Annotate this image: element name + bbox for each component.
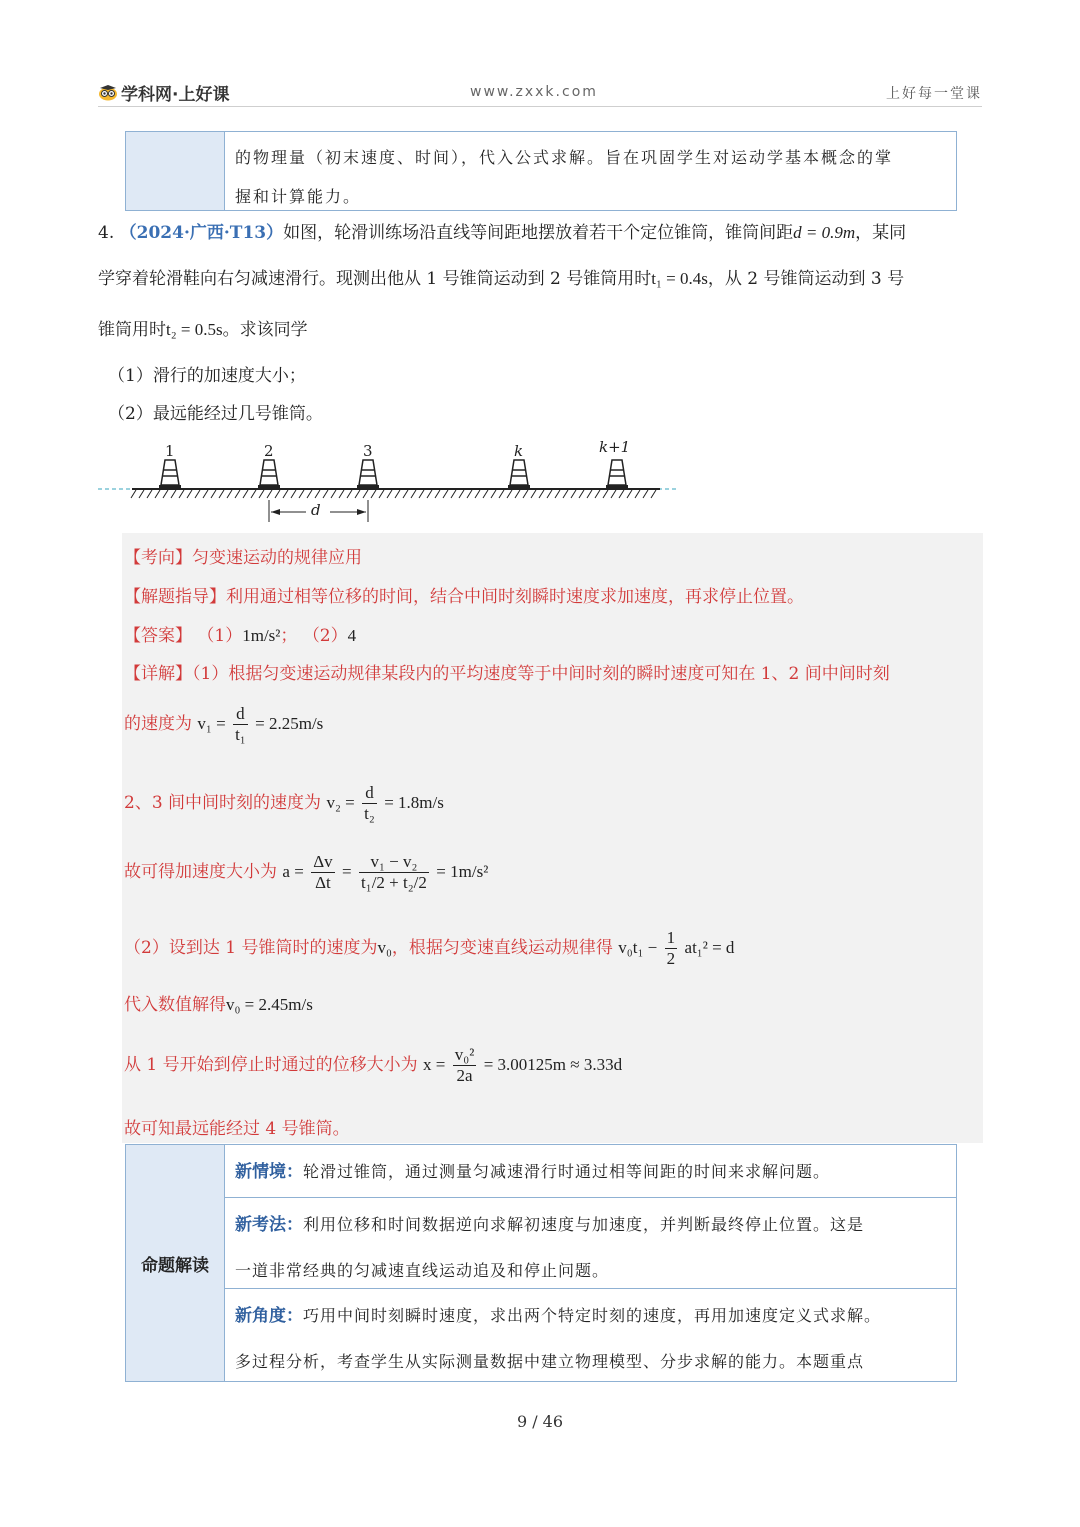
answer-separator: ； — [280, 626, 298, 646]
part2-half — [665, 928, 678, 969]
x-rhs: = 3.00125m ≈ 3.33d — [483, 1055, 623, 1074]
ground-hatching — [131, 490, 656, 498]
v1-text: 的速度为 — [124, 714, 192, 734]
part2-line — [124, 928, 734, 969]
a-f2-numerator: v₁ − v₂ — [359, 852, 429, 873]
interpretation-rows — [225, 1145, 956, 1381]
logo — [98, 80, 229, 105]
answer-line — [124, 621, 356, 646]
logo-owl-icon — [98, 85, 118, 101]
logo-text: 学科网·上好课 — [121, 85, 230, 105]
detail-text: （1）根据匀变速运动规律某段内的平均速度等于中间时刻的瞬时速度可知在 1、2 间中间时刻 — [192, 664, 890, 684]
sub-question-1: （1）滑行的加速度大小； — [108, 366, 306, 386]
row-text: 利用位移和时间数据逆向求解初速度与加速度，并判断最终停止位置。这是 — [303, 1215, 865, 1234]
x-text: 从 1 号开始到停止时通过的位移大小为 — [124, 1055, 418, 1075]
a-lhs: a = — [282, 862, 304, 881]
question-text: ，从 2 号锥筒运动到 3 号 — [707, 269, 905, 289]
cone-1 — [159, 460, 181, 489]
v2-numerator: d — [362, 783, 377, 804]
a-line — [124, 852, 488, 893]
row-label: 新考法： — [235, 1215, 303, 1235]
interpretation-box — [125, 1144, 957, 1382]
math-t2: t₂ = 0.5s — [166, 320, 223, 339]
x-numerator: v₀² — [454, 1045, 475, 1064]
a-f1-denominator: Δt — [315, 873, 331, 892]
cone-figure — [98, 438, 678, 528]
box-line: 的物理量（初末速度、时间），代入公式求解。旨在巩固学生对运动学基本概念的掌 — [235, 148, 894, 167]
kaoxiang-line — [124, 543, 362, 568]
v2-line — [124, 783, 444, 824]
part2-math: v₀t₁ − — [618, 938, 658, 957]
cone-label-k: k — [514, 442, 524, 460]
a-fraction-2 — [359, 852, 429, 893]
half-denominator: 2 — [666, 949, 676, 968]
row-new-method — [225, 1198, 956, 1289]
distance-label-d: d — [311, 501, 321, 519]
v1-denominator: t₁ — [235, 725, 246, 744]
row-text: 轮滑过锥筒，通过测量匀减速滑行时通过相等间距的时间来求解问题。 — [303, 1162, 831, 1181]
guide-tag: 【解题指导】 — [124, 587, 226, 607]
a-f1-numerator: Δv — [313, 852, 333, 871]
cone-label-1: 1 — [165, 442, 175, 460]
kaoxiang-tag: 【考向】 — [124, 548, 192, 568]
slogan: 上好每一堂课 — [886, 86, 982, 102]
v0-text: 代入数值解得 — [124, 995, 226, 1015]
math-d: d = 0.9m — [793, 223, 856, 242]
site-url[interactable]: www.zxxk.com — [470, 84, 598, 100]
question-text: 如图，轮滑训练场沿直线等间距地摆放着若干个定位锥筒，锥筒间距 — [283, 223, 794, 243]
v0-line — [124, 990, 313, 1015]
question-text: ，某同 — [855, 223, 907, 243]
v1-line — [124, 704, 323, 745]
detail-tag: 【详解】 — [124, 664, 192, 684]
x-line — [124, 1045, 622, 1086]
question-number: 4. — [98, 223, 115, 243]
part2-text: （2）设到达 1 号锥筒时的速度为 — [124, 938, 378, 958]
page-number: 9 / 46 — [516, 1412, 564, 1431]
v1-numerator: d — [233, 704, 248, 725]
row-text: 巧用中间时刻瞬时速度，求出两个特定时刻的速度，再用加速度定义式求解。 — [303, 1306, 882, 1325]
row-label: 新角度： — [235, 1306, 303, 1326]
question-source: （2024·广西·T13） — [119, 223, 284, 243]
question-line-2 — [98, 264, 988, 289]
v1-fraction — [233, 704, 248, 745]
part2-math2: at₁² = d — [684, 938, 735, 957]
interpretation-title: 命题解读 — [126, 1145, 225, 1381]
answer-part-2-value: 4 — [347, 626, 357, 645]
row-label: 新情境： — [235, 1162, 303, 1182]
v2-fraction — [362, 783, 377, 824]
question-line-3 — [98, 315, 988, 340]
cone-label-k-plus-1: k+1 — [599, 438, 631, 456]
question-text: 学穿着轮滑鞋向右匀减速滑行。现测出他从 1 号锥筒运动到 2 号锥筒用时 — [98, 269, 652, 289]
a-text: 故可得加速度大小为 — [124, 862, 277, 882]
box-line: 握和计算能力。 — [235, 187, 362, 206]
a-fraction-1 — [311, 852, 334, 893]
page-header — [98, 78, 982, 107]
cone-3 — [357, 460, 379, 489]
v0-math: v₀ = 2.45m/s — [226, 995, 313, 1014]
sub-question-2: （2）最远能经过几号锥筒。 — [108, 404, 323, 424]
part2-v0: v₀ — [377, 938, 392, 957]
half-numerator: 1 — [666, 928, 676, 947]
v2-text: 2、3 间中间时刻的速度为 — [124, 793, 322, 813]
answer-part-1-value: 1m/s² — [242, 626, 281, 645]
x-lhs: x = — [423, 1055, 446, 1074]
guide-line — [124, 582, 804, 607]
row-new-angle — [225, 1289, 956, 1381]
question-text: 锥筒用时 — [98, 320, 166, 340]
box-text — [225, 132, 956, 210]
v2-lhs: v₂ = — [326, 793, 355, 812]
answer-part-2-label: （2） — [302, 626, 348, 646]
answer-part-1-label: （1） — [197, 626, 243, 646]
part2-text2: ，根据匀变速直线运动规律得 — [391, 938, 613, 958]
a-equals: = — [342, 862, 352, 881]
question-text: 。求该同学 — [222, 320, 308, 340]
detail-line — [124, 659, 890, 684]
cone-label-3: 3 — [363, 442, 373, 460]
x-denominator: 2a — [456, 1066, 473, 1085]
answer-tag: 【答案】 — [124, 626, 192, 646]
guide-text: 利用通过相等位移的时间，结合中间时刻瞬时速度求加速度，再求停止位置。 — [226, 587, 804, 607]
row-new-scenario — [225, 1145, 956, 1198]
kaoxiang-text: 匀变速运动的规律应用 — [192, 548, 362, 568]
cone-2 — [258, 460, 280, 489]
row-text-2: 一道非常经典的匀减速直线运动追及和停止问题。 — [235, 1261, 610, 1280]
cone-k — [508, 460, 530, 489]
row-text-2: 多过程分析，考查学生从实际测量数据中建立物理模型、分步求解的能力。本题重点 — [235, 1352, 865, 1371]
cone-k-plus-1 — [606, 460, 628, 489]
v1-lhs: v₁ = — [197, 714, 226, 733]
math-t1: t₁ = 0.4s — [651, 269, 708, 288]
a-rhs: = 1m/s² — [436, 862, 489, 881]
cone-label-2: 2 — [264, 442, 274, 460]
question-line-1 — [98, 218, 988, 243]
v2-denominator: t₂ — [364, 804, 375, 823]
x-fraction — [453, 1045, 477, 1086]
v2-rhs: = 1.8m/s — [384, 793, 444, 812]
previous-interpretation-box — [125, 131, 957, 211]
a-f2-denominator: t₁/2 + t₂/2 — [361, 873, 427, 892]
final-line: 故可知最远能经过 4 号锥筒。 — [124, 1119, 350, 1139]
box-left-cell — [126, 132, 225, 210]
v1-rhs: = 2.25m/s — [255, 714, 324, 733]
